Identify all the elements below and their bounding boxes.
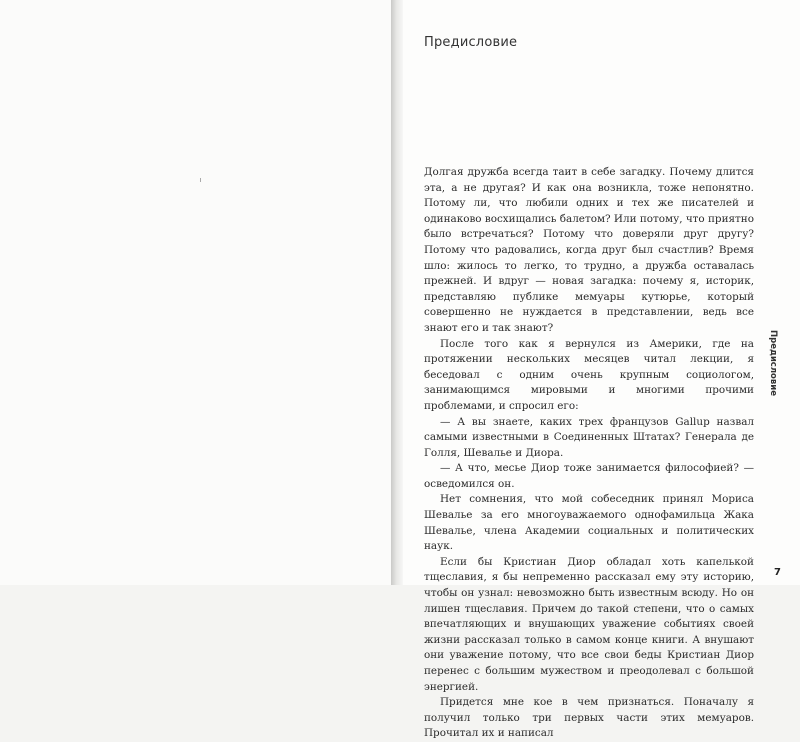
page-number: 7: [774, 567, 781, 578]
paragraph: Нет сомнения, что мой собеседник принял Мориса Шевалье за его многоуважаемого однофамильца Жака Шевалье, члена Академии социальных и политических наук.: [424, 493, 754, 553]
body-text: [424, 165, 754, 742]
paragraph: — А вы знаете, каких трех французов Gallup назвал самыми известными в Соединенных Штатах? Генерала де Голля, Шевалье и Диора.: [424, 415, 754, 459]
page-speck: [200, 178, 201, 182]
paragraph: Долгая дружба всегда таит в себе загадку. Почему длится эта, а не другая? И как она возникла, тоже непонятно. Потому ли, что любили одних и тех же писателей и одинаково восхищались балетом? Или потому, что приятно было встречаться? Потому что доверяли друг другу? Потому что радовались, когда друг был счастлив? Время шло: жилось то легко, то трудно, а дружба оставалась прежней. И вдруг — новая загадка: почему я, историк, представляю публике мемуары кутюрье, который совершенно не нуждается в представлении, ведь все знают его и так знают?: [424, 166, 754, 334]
book-gutter: [391, 0, 403, 585]
running-head: Предисловие: [768, 330, 778, 396]
paragraph: После того как я вернулся из Америки, где на протяжении нескольких месяцев читал лекции, я беседовал с одним очень крупным социологом, занимающимся мировыми и многими прочими проблемами, и спросил его:: [424, 337, 754, 412]
chapter-title: Предисловие: [424, 35, 518, 50]
left-page-blank: [0, 0, 391, 585]
paragraph: Придется мне кое в чем признаться. Поначалу я получил только три первых части этих мемуаров. Прочитал их и написал: [424, 696, 754, 740]
paragraph: Если бы Кристиан Диор обладал хоть капелькой тщеславия, я бы непременно рассказал ему эту историю, чтобы он узнал: невозможно быть известным всюду. Но он лишен тщеславия. Причем до такой степени, что о самых впечатляющих и внушающих уважение событиях своей жизни рассказал только в самом конце книги. А внушают они уважение потому, что все свои беды Кристиан Диор перенес с большим мужеством и преодолевал с большой энергией.: [424, 555, 754, 693]
paragraph: — А что, месье Диор тоже занимается философией? — осведомился он.: [424, 462, 754, 490]
